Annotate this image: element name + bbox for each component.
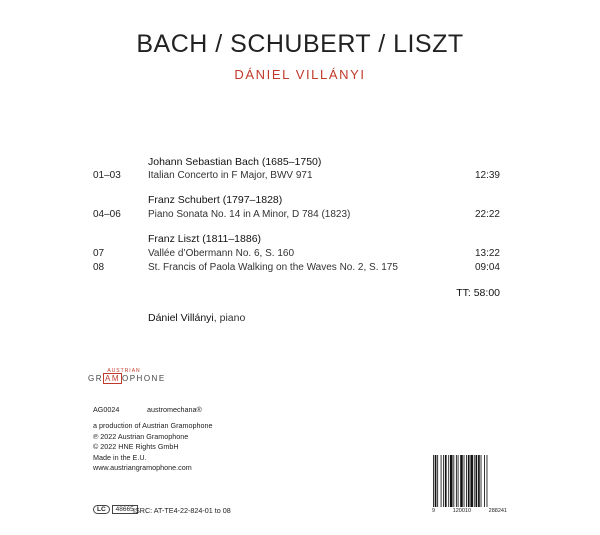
mechanical-rights: austromechana® xyxy=(147,405,202,414)
lc-number: 48665 xyxy=(112,505,138,514)
track-duration: 09:04 xyxy=(474,262,500,273)
isrc-code: ISRC: AT-TE4-22-824-01 to 08 xyxy=(133,506,231,515)
total-time: TT: 58:00 xyxy=(456,287,500,299)
work-title: Vallée d’Obermann No. 6, S. 160 xyxy=(148,248,295,259)
barcode-digits xyxy=(432,508,507,514)
credit-line: Made in the E.U. xyxy=(93,452,147,462)
work-title: Italian Concerto in F Major, BWV 971 xyxy=(148,170,313,181)
track-duration: 12:39 xyxy=(474,170,500,181)
work-title: St. Francis of Paola Walking on the Waves No. 2, S. 175 xyxy=(148,262,398,273)
barcode-digit-group: 120010 xyxy=(452,508,472,514)
barcode-icon xyxy=(432,455,507,507)
logo-small-text: AUSTRIAN xyxy=(107,368,141,374)
track-duration: 22:22 xyxy=(474,209,500,220)
logo-wordmark xyxy=(88,374,166,383)
logo-part: OPHONE xyxy=(122,374,166,383)
barcode-digit-group: 288241 xyxy=(488,508,507,514)
track-number: 07 xyxy=(93,248,105,259)
track-duration: 13:22 xyxy=(474,248,500,259)
performer-name: Dániel Villányi xyxy=(148,312,214,324)
track-number: 04–06 xyxy=(93,209,121,220)
artist-name: DÁNIEL VILLÁNYI xyxy=(234,67,366,82)
austrian-gramophone-logo xyxy=(88,368,166,383)
track-number: 01–03 xyxy=(93,170,121,181)
performer-role: , piano xyxy=(213,312,246,324)
website-link[interactable]: www.austriangramophone.com xyxy=(93,463,192,472)
credit-line: a production of Austrian Gramophone xyxy=(93,421,213,430)
composer-heading: Franz Schubert (1797–1828) xyxy=(148,194,283,206)
logo-highlight: AM xyxy=(105,374,120,383)
lc-icon: LC xyxy=(93,505,110,514)
credit-line: © 2022 HNE Rights GmbH xyxy=(93,442,179,451)
track-number: 08 xyxy=(93,262,105,273)
composer-heading: Johann Sebastian Bach (1685–1750) xyxy=(148,156,322,168)
logo-part: GR xyxy=(88,374,103,383)
credit-line: ℗ 2022 Austrian Gramophone xyxy=(93,431,189,441)
performer-credit xyxy=(148,312,245,324)
label-code xyxy=(93,505,138,514)
credits-block xyxy=(93,421,212,474)
work-title: Piano Sonata No. 14 in A Minor, D 784 (1823) xyxy=(148,209,351,220)
barcode-digit-group: 9 xyxy=(432,508,436,514)
composer-heading: Franz Liszt (1811–1886) xyxy=(148,233,262,245)
album-title: BACH / SCHUBERT / LISZT xyxy=(136,30,464,58)
catalog-number: AG0024 xyxy=(93,405,120,414)
